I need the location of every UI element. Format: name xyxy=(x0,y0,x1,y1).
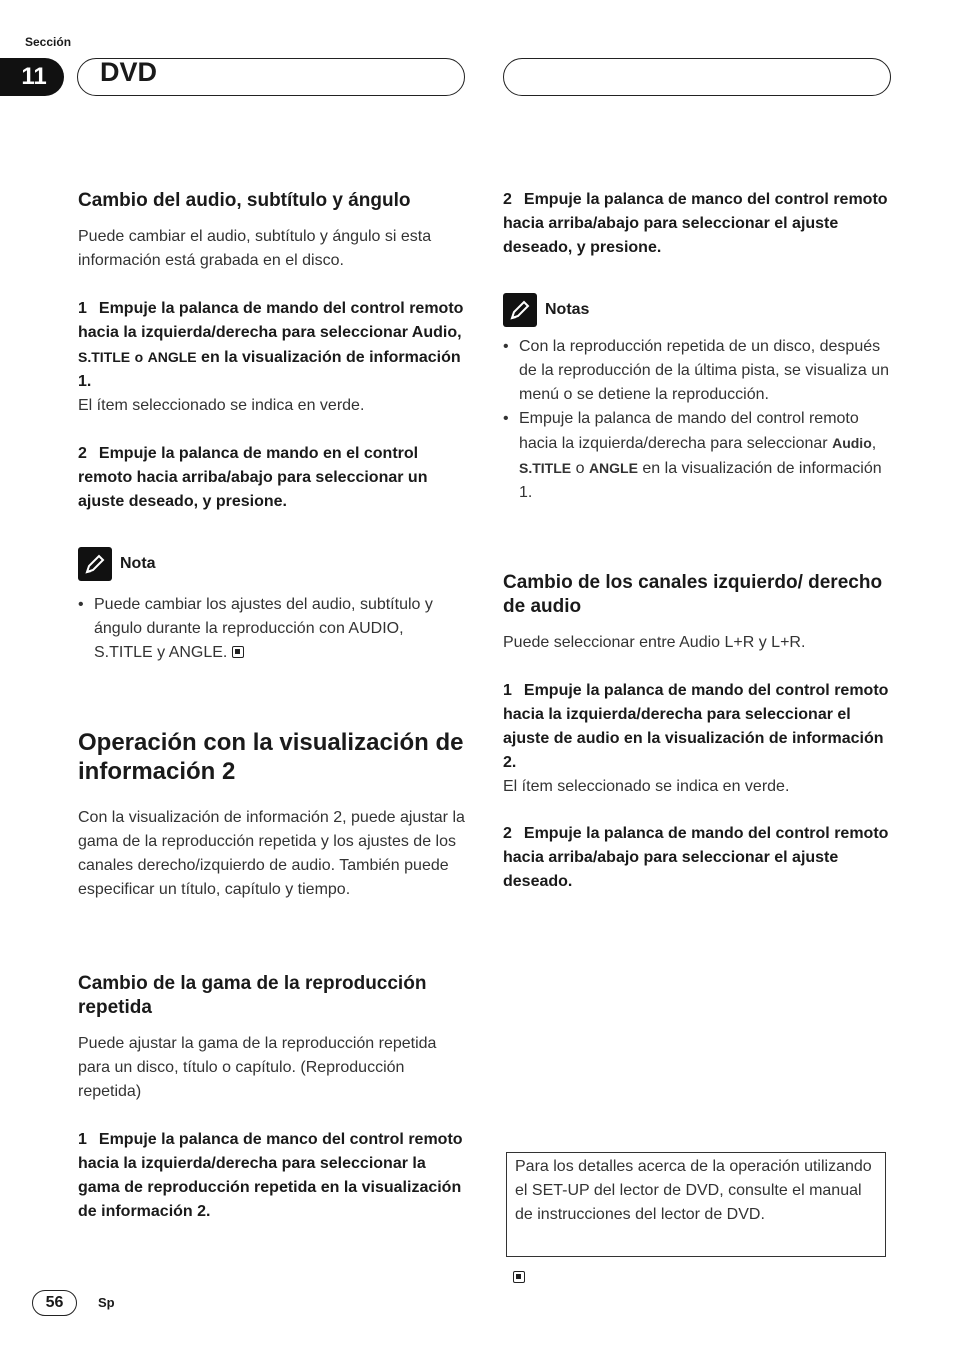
stitle-label: S.TITLE xyxy=(519,460,572,476)
step-1-note: El ítem seleccionado se indica en verde. xyxy=(503,778,790,795)
step-1 xyxy=(503,679,891,775)
note-title: Nota xyxy=(120,555,156,572)
page-heading: Operación con la visualización de información 2 xyxy=(78,729,464,785)
or-label: o xyxy=(134,349,144,365)
section-audio-subtitle-angle xyxy=(78,189,466,665)
section-heading: Cambio de los canales izquierdo/ derecho de audio xyxy=(503,572,883,617)
note-list xyxy=(78,593,466,665)
step-number: 2 xyxy=(503,825,512,842)
list-item xyxy=(503,407,891,505)
end-mark-icon xyxy=(513,1271,525,1283)
step-number: 1 xyxy=(78,300,87,317)
or-label: o xyxy=(575,460,585,477)
section-intro: Con la visualización de información 2, puede ajustar la gama de la reproducción repetida y los ajustes de los canales derecho/izquierdo de audio. También puede especificar un título, capítulo y tiempo. xyxy=(78,809,465,898)
step-number: 1 xyxy=(78,1131,87,1148)
step-text: Empuje la palanca de manco del control remoto hacia la izquierda/derecha para seleccionar la gama de reproducción repetida en la visualización de información 2. xyxy=(78,1131,463,1220)
page-number: 56 xyxy=(32,1290,77,1316)
step-text: Empuje la palanca de mando del control remoto hacia la izquierda/derecha para seleccionar Audio, xyxy=(78,300,464,341)
step-2 xyxy=(503,822,891,894)
comma: , xyxy=(871,435,877,452)
step-text: Empuje la palanca de mando del control remoto hacia la izquierda/derecha para seleccionar el ajuste de audio en la visualización de información 2. xyxy=(503,682,889,771)
section-info-display-2 xyxy=(78,728,466,902)
audio-label: Audio xyxy=(832,435,872,451)
step-2 xyxy=(503,188,891,260)
pencil-icon xyxy=(78,547,112,581)
step-text: Empuje la palanca de mando en el control remoto hacia arriba/abajo para seleccionar un ajuste deseado, y presione. xyxy=(78,445,428,510)
note-text: Empuje la palanca de mando del control remoto hacia la izquierda/derecha para seleccionar xyxy=(519,410,859,452)
step-1-note: El ítem seleccionado se indica en verde. xyxy=(78,397,365,414)
step-2 xyxy=(78,442,466,514)
note-text-end: en la visualización de información 1. xyxy=(519,460,882,501)
note-text: Puede cambiar los ajustes del audio, subtítulo y ángulo durante la reproducción con AUDIO, S.TITLE y ANGLE. xyxy=(94,596,433,661)
section-audio-channels xyxy=(503,571,891,894)
step-text: Empuje la palanca de mando del control remoto hacia arriba/abajo para seleccionar el ajuste deseado. xyxy=(503,825,889,890)
section-continued xyxy=(503,188,891,505)
notes-title: Notas xyxy=(545,301,590,318)
list-item: • Con la reproducción repetida de un disco, después de la reproducción de la última pista, se visualiza un menú o se detiene la reproducción. xyxy=(503,335,891,407)
chapter-title-box xyxy=(77,58,465,96)
info-box: Para los detalles acerca de la operación utilizando el SET-UP del lector de DVD, consulte el manual de instrucciones del lector de DVD. xyxy=(506,1152,886,1257)
section-heading: Cambio del audio, subtítulo y ángulo xyxy=(78,190,411,211)
section-intro: Puede seleccionar entre Audio L+R y L+R. xyxy=(503,634,806,651)
notes-header xyxy=(503,293,891,327)
list-item xyxy=(78,593,466,665)
angle-label: ANGLE xyxy=(147,349,197,365)
chapter-title: DVD xyxy=(100,57,158,87)
step-number: 2 xyxy=(78,445,87,462)
section-number: 11 xyxy=(0,58,64,96)
angle-label: ANGLE xyxy=(588,460,638,476)
end-mark-icon xyxy=(232,646,244,658)
pencil-icon xyxy=(503,293,537,327)
step-1 xyxy=(78,1128,466,1224)
section-intro: Puede ajustar la gama de la reproducción repetida para un disco, título o capítulo. (Reproducción repetida) xyxy=(78,1035,437,1100)
step-1 xyxy=(78,297,466,394)
language-code: Sp xyxy=(98,1295,115,1310)
stitle-label: S.TITLE xyxy=(78,349,131,365)
step-text: Empuje la palanca de manco del control remoto hacia arriba/abajo para seleccionar el ajuste deseado, y presione. xyxy=(503,191,888,256)
step-number: 1 xyxy=(503,682,512,699)
step-number: 2 xyxy=(503,191,512,208)
notes-list xyxy=(503,335,891,505)
chapter-title-box-right xyxy=(503,58,891,96)
section-repeat-range xyxy=(78,972,466,1224)
section-heading: Cambio de la gama de la reproducción repetida xyxy=(78,973,427,1018)
section-label: Sección xyxy=(25,35,72,49)
step-text-end: en la visualización de información 1. xyxy=(78,349,461,390)
note-header xyxy=(78,547,466,581)
section-intro: Puede cambiar el audio, subtítulo y ángulo si esta información está grabada en el disco. xyxy=(78,228,432,269)
